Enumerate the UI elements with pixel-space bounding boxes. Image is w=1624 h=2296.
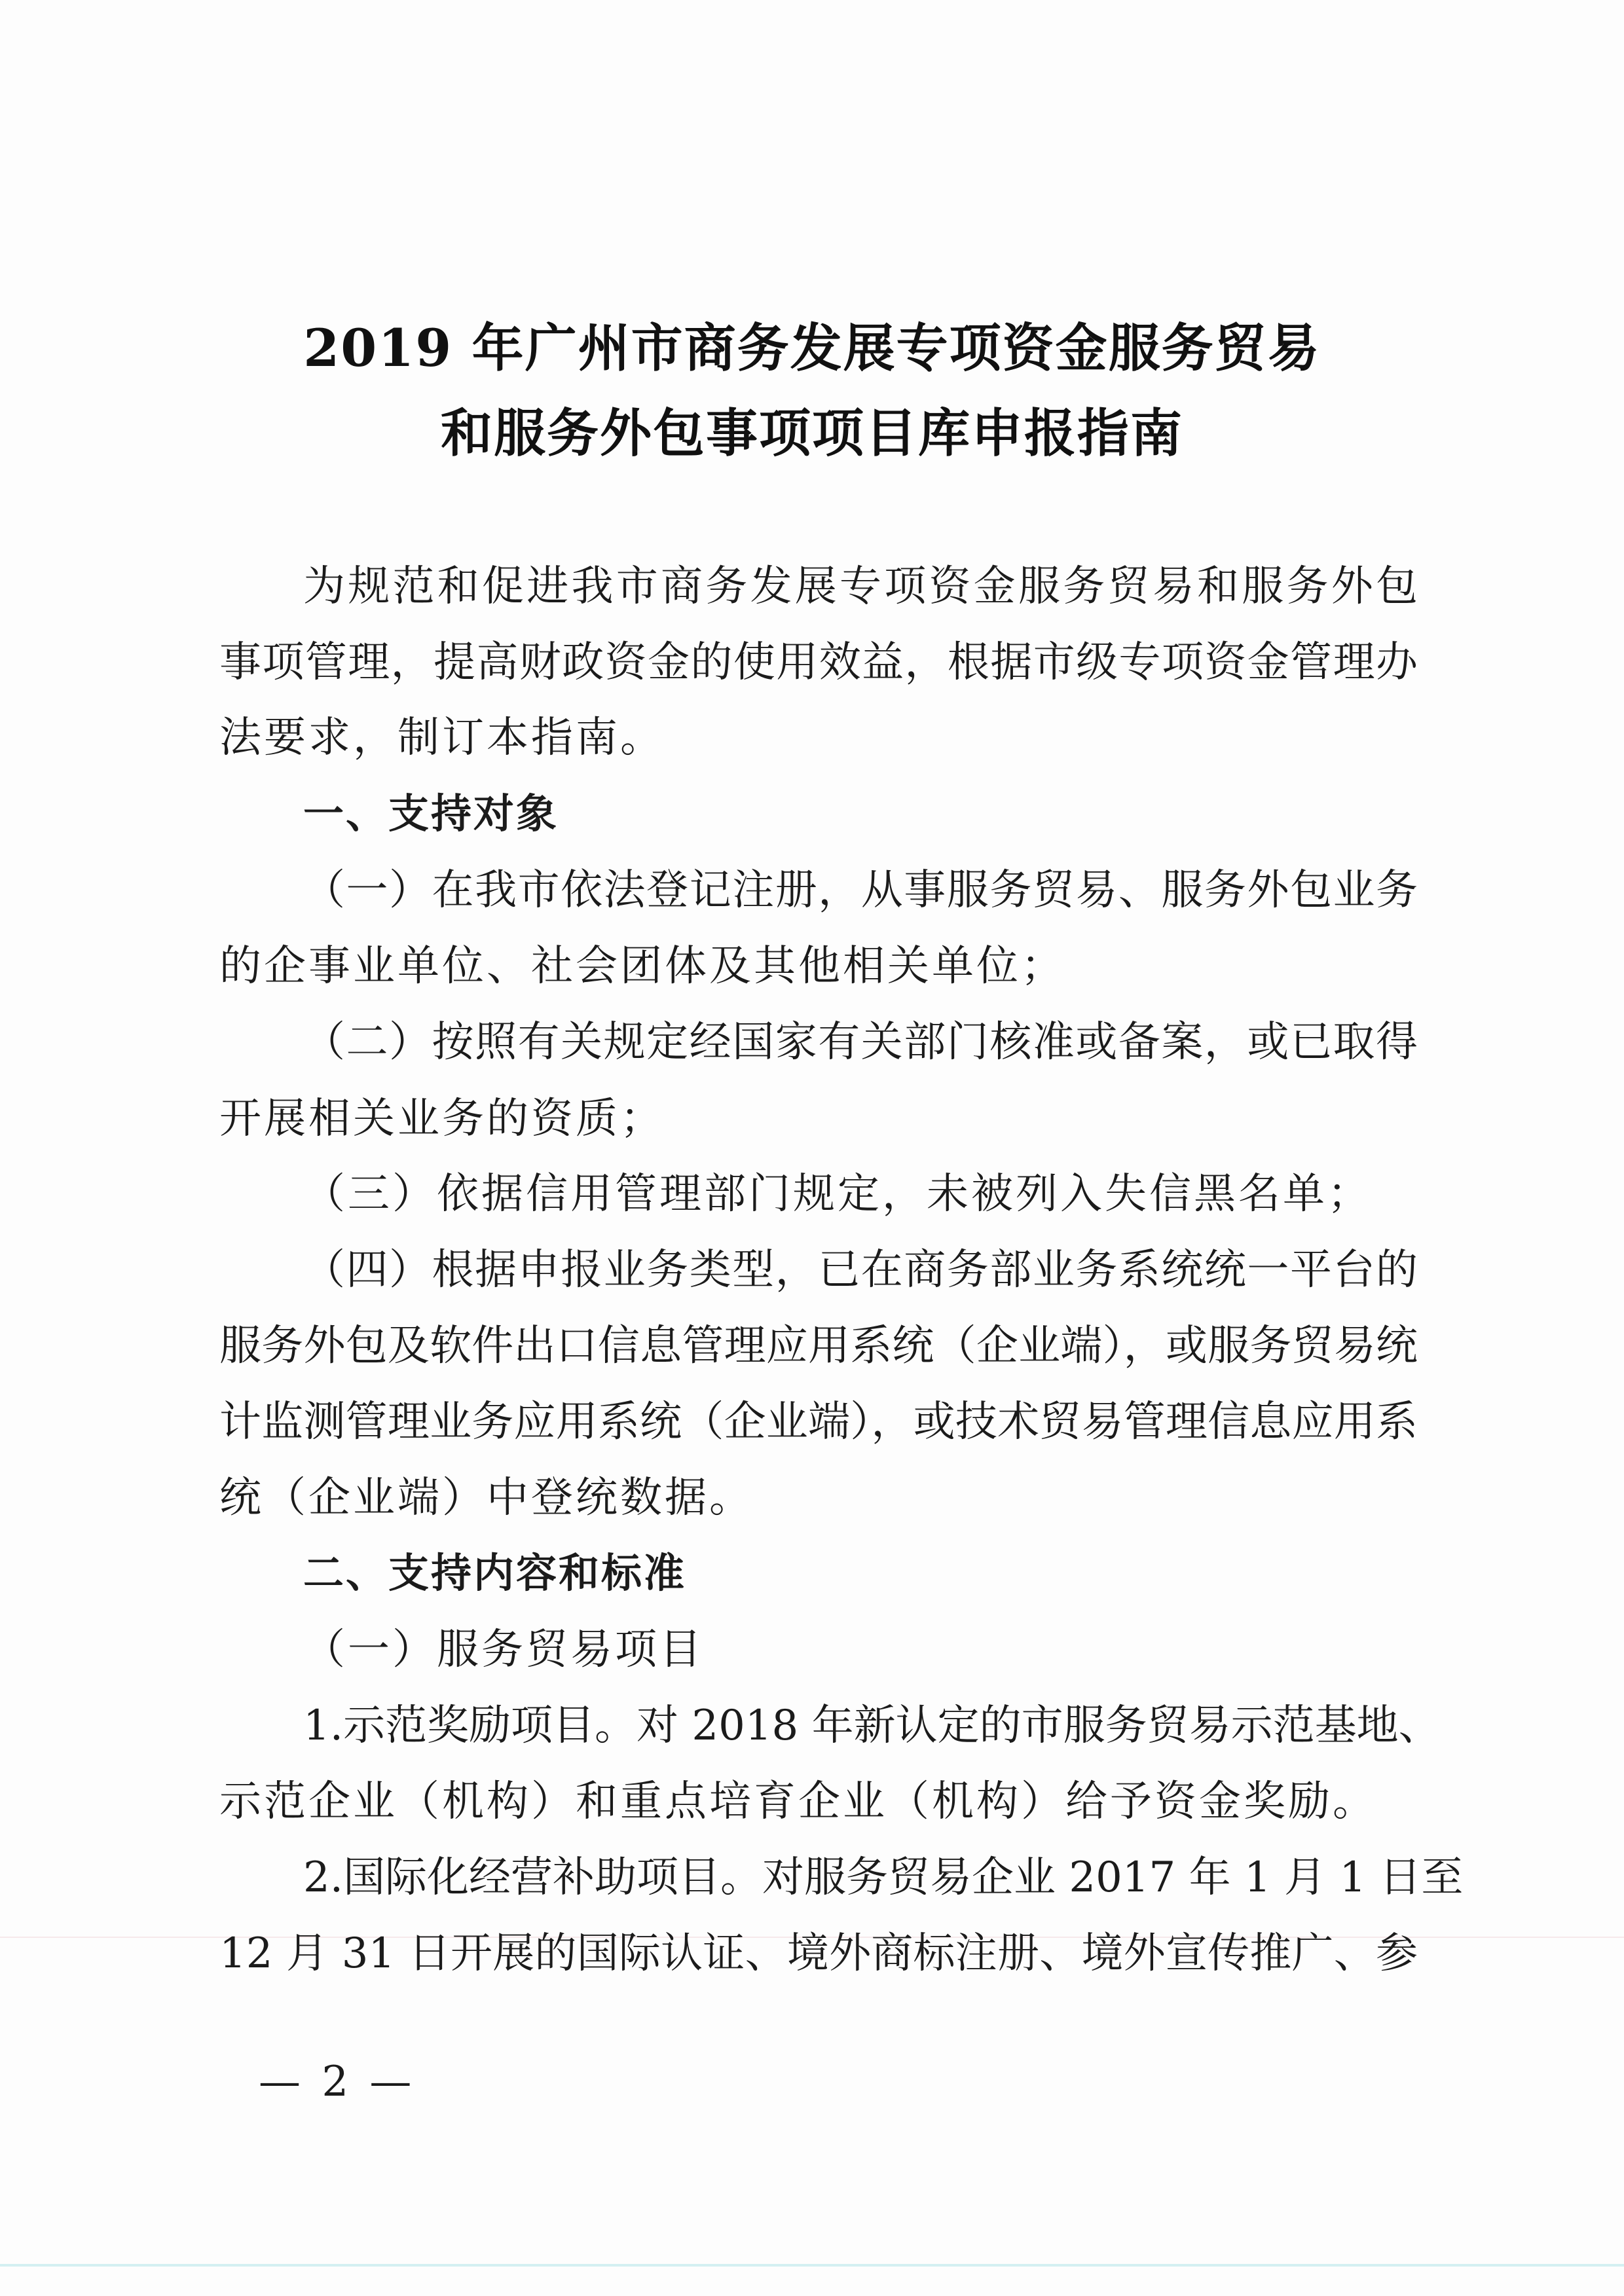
body-paragraph-line: 2.国际化经营补助项目。对服务贸易企业 2017 年 1 月 1 日至 bbox=[303, 1853, 1464, 1902]
scan-edge-line bbox=[0, 2264, 1624, 2267]
body-paragraph-line: 计监测管理业务应用系统（企业端），或技术贸易管理信息应用系 bbox=[219, 1398, 1418, 1446]
body-paragraph-line: （一）在我市依法登记注册，从事服务贸易、服务外包业务 bbox=[303, 866, 1418, 915]
body-paragraph-line: （二）按照有关规定经国家有关部门核准或备案，或已取得 bbox=[303, 1018, 1418, 1066]
body-paragraph-line: 12 月 31 日开展的国际认证、境外商标注册、境外宣传推广、参 bbox=[219, 1929, 1418, 1978]
body-paragraph-line: 法要求，制订本指南。 bbox=[219, 714, 665, 762]
body-paragraph-line: （三）依据信用管理部门规定，未被列入失信黑名单； bbox=[303, 1170, 1372, 1218]
document-title-line-2: 和服务外包事项项目库申报指南 bbox=[441, 403, 1183, 464]
body-paragraph-line: 事项管理，提高财政资金的使用效益，根据市级专项资金管理办 bbox=[219, 638, 1418, 687]
body-paragraph-line: 示范企业（机构）和重点培育企业（机构）给予资金奖励。 bbox=[219, 1777, 1377, 1826]
body-paragraph-line: 的企事业单位、社会团体及其他相关单位； bbox=[219, 942, 1065, 991]
body-paragraph-line: 为规范和促进我市商务发展专项资金服务贸易和服务外包 bbox=[303, 562, 1418, 611]
body-paragraph-line: （四）根据申报业务类型，已在商务部业务系统统一平台的 bbox=[303, 1246, 1418, 1294]
body-paragraph-line: 统（企业端）中登统数据。 bbox=[219, 1474, 754, 1522]
body-paragraph-line: 开展相关业务的资质； bbox=[219, 1095, 665, 1143]
document-title-line-1: 2019 年广州市商务发展专项资金服务贸易 bbox=[303, 318, 1321, 378]
section-heading-support-content: 二、支持内容和标准 bbox=[303, 1549, 687, 1597]
body-paragraph-line: 1.示范奖励项目。对 2018 年新认定的市服务贸易示范基地、 bbox=[303, 1702, 1441, 1750]
body-paragraph-line: 服务外包及软件出口信息管理应用系统（企业端），或服务贸易统 bbox=[219, 1322, 1418, 1370]
page-number: — 2 — bbox=[259, 2058, 416, 2106]
subsection-heading-service-trade: （一）服务贸易项目 bbox=[303, 1626, 704, 1674]
section-heading-support-targets: 一、支持对象 bbox=[303, 790, 559, 837]
